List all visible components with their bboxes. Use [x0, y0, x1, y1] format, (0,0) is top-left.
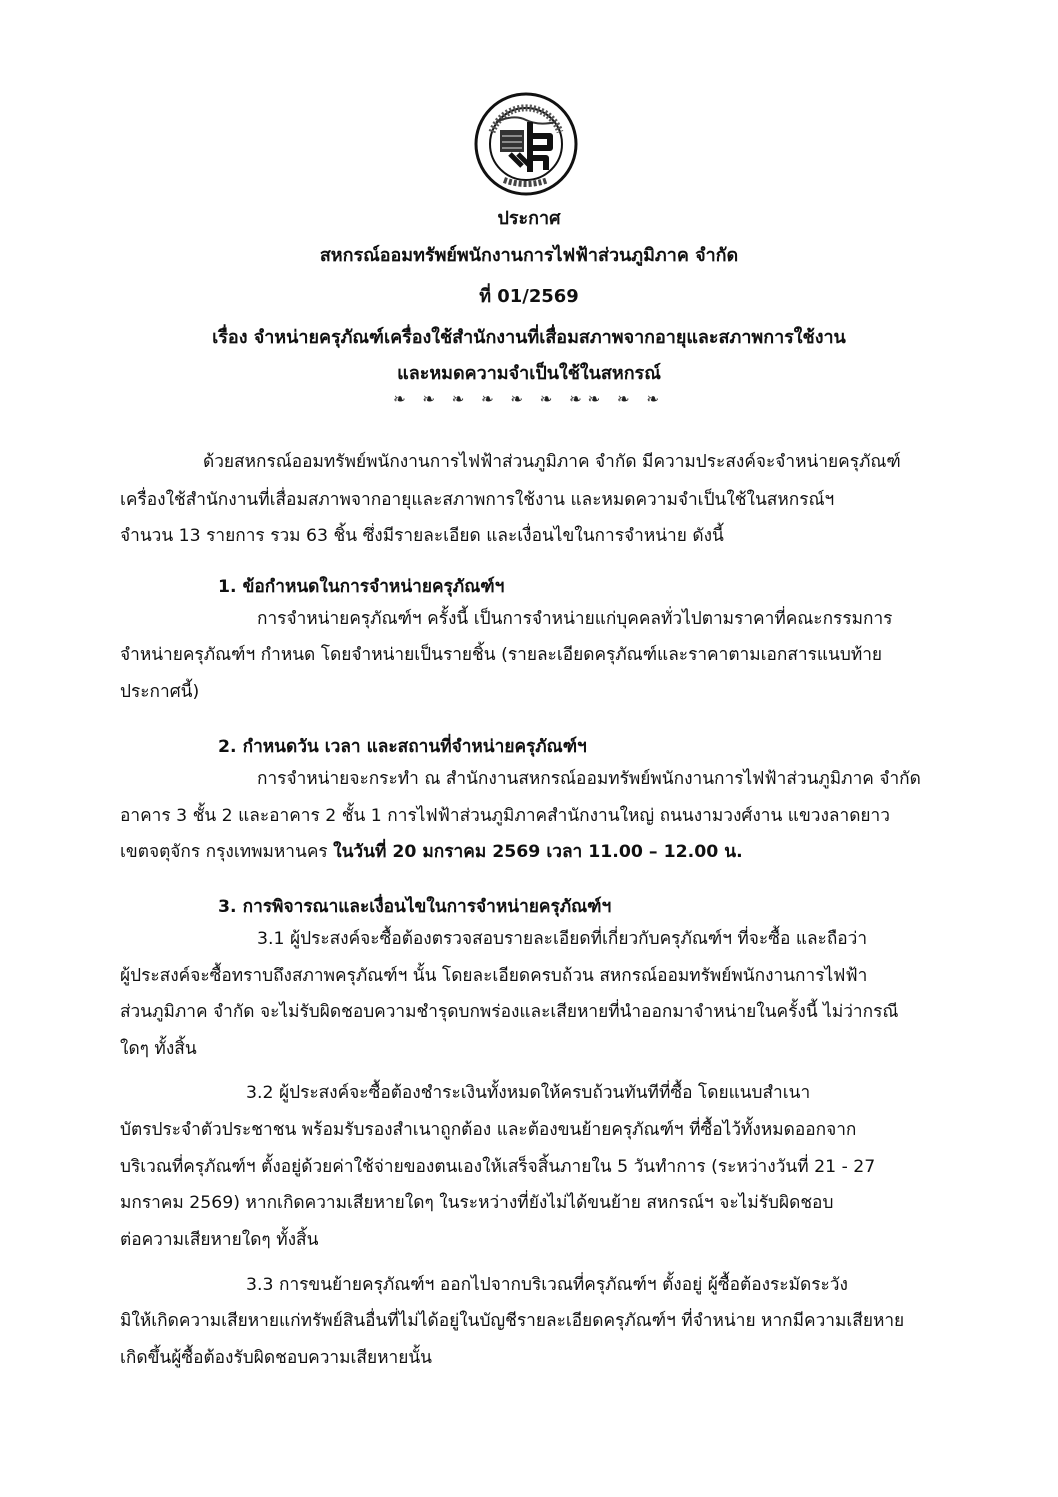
clause-3-2-line: ต่อความเสียหายใดๆ ทั้งสิ้น	[120, 1230, 319, 1250]
organization-name: สหกรณ์ออมทรัพย์พนักงานการไฟฟ้าส่วนภูมิภาค จำกัด	[319, 245, 739, 266]
intro-line: ด้วยสหกรณ์ออมทรัพย์พนักงานการไฟฟ้าส่วนภูมิภาค จำกัด มีความประสงค์จะจำหน่ายครุภัณฑ์	[203, 452, 901, 472]
section-1-line: การจำหน่ายครุภัณฑ์ฯ ครั้งนี้ เป็นการจำหน่ายแก่บุคคลทั่วไปตามราคาที่คณะกรรมการ	[257, 609, 893, 629]
section-2-line	[120, 842, 743, 863]
clause-3-2-line: บริเวณที่ครุภัณฑ์ฯ ตั้งอยู่ด้วยค่าใช้จ่ายของตนเองให้เสร็จสิ้นภายใน 5 วันทำการ (ระหว่างวันที่ 21 - 27	[120, 1157, 876, 1177]
clause-3-1-line: ใดๆ ทั้งสิ้น	[120, 1039, 197, 1059]
ornament-divider: ❧ ❧ ❧ ❧ ❧ ❧ ❧❧ ❧ ❧	[393, 390, 665, 408]
clause-3-2-line: บัตรประจำตัวประชาชน พร้อมรับรองสำเนาถูกต้อง และต้องขนย้ายครุภัณฑ์ฯ ที่ซื้อไว้ทั้งหมดออกจาก	[120, 1120, 857, 1140]
section-3-heading: 3. การพิจารณาและเงื่อนไขในการจำหน่ายครุภัณฑ์ฯ	[218, 897, 612, 917]
sale-date-time: ในวันที่ 20 มกราคม 2569 เวลา 11.00 – 12.00 น.	[333, 842, 743, 862]
location-text: เขตจตุจักร กรุงเทพมหานคร	[120, 842, 334, 862]
clause-3-1-line: ผู้ประสงค์จะซื้อทราบถึงสภาพครุภัณฑ์ฯ นั้น โดยละเอียดครบถ้วน สหกรณ์ออมทรัพย์พนักงานการไฟฟ้า	[120, 966, 868, 986]
section-2-heading: 2. กำหนดวัน เวลา และสถานที่จำหน่ายครุภัณฑ์ฯ	[218, 737, 587, 757]
section-1-heading: 1. ข้อกำหนดในการจำหน่ายครุภัณฑ์ฯ	[218, 577, 505, 597]
clause-3-3-line: เกิดขึ้นผู้ซื้อต้องรับผิดชอบความเสียหายนั้น	[120, 1348, 432, 1368]
clause-3-3-line: มิให้เกิดความเสียหายแก่ทรัพย์สินอื่นที่ไม่ได้อยู่ในบัญชีรายละเอียดครุภัณฑ์ฯ ที่จำหน่าย หากมีความเสียหาย	[120, 1311, 905, 1331]
cooperative-seal-logo	[474, 92, 578, 196]
intro-line: จำนวน 13 รายการ รวม 63 ชิ้น ซึ่งมีรายละเอียด และเงื่อนไขในการจำหน่าย ดังนี้	[120, 526, 724, 546]
clause-3-2-line: 3.2 ผู้ประสงค์จะซื้อต้องชำระเงินทั้งหมดให้ครบถ้วนทันทีที่ซื้อ โดยแนบสำเนา	[246, 1083, 811, 1103]
section-2-line: การจำหน่ายจะกระทำ ณ สำนักงานสหกรณ์ออมทรัพย์พนักงานการไฟฟ้าส่วนภูมิภาค จำกัด	[257, 769, 921, 789]
clause-3-1-line: ส่วนภูมิภาค จำกัด จะไม่รับผิดชอบความชำรุดบกพร่องและเสียหายที่นำออกมาจำหน่ายในครั้งนี้ ไม่ว่ากรณี	[120, 1002, 899, 1022]
announcement-number: ที่ 01/2569	[479, 286, 579, 307]
section-2-line: อาคาร 3 ชั้น 2 และอาคาร 2 ชั้น 1 การไฟฟ้าส่วนภูมิภาคสำนักงานใหญ่ ถนนงามวงศ์งาน แขวงลาดยาว	[120, 806, 890, 826]
clause-3-2-line: มกราคม 2569) หากเกิดความเสียหายใดๆ ในระหว่างที่ยังไม่ได้ขนย้าย สหกรณ์ฯ จะไม่รับผิดชอบ	[120, 1193, 834, 1213]
section-1-line: ประกาศนี้)	[120, 682, 200, 702]
intro-line: เครื่องใช้สำนักงานที่เสื่อมสภาพจากอายุและสภาพการใช้งาน และหมดความจำเป็นใช้ในสหกรณ์ฯ	[120, 490, 835, 510]
announcement-title: ประกาศ	[497, 208, 561, 229]
clause-3-1-line: 3.1 ผู้ประสงค์จะซื้อต้องตรวจสอบรายละเอียดที่เกี่ยวกับครุภัณฑ์ฯ ที่จะซื้อ และถือว่า	[257, 929, 868, 949]
section-1-line: จำหน่ายครุภัณฑ์ฯ กำหนด โดยจำหน่ายเป็นรายชิ้น (รายละเอียดครุภัณฑ์และราคาตามเอกสารแนบท้าย	[120, 645, 883, 665]
subject-line-2: และหมดความจำเป็นใช้ในสหกรณ์	[397, 363, 661, 384]
clause-3-3-line: 3.3 การขนย้ายครุภัณฑ์ฯ ออกไปจากบริเวณที่ครุภัณฑ์ฯ ตั้งอยู่ ผู้ซื้อต้องระมัดระวัง	[246, 1275, 848, 1295]
subject-line-1: เรื่อง จำหน่ายครุภัณฑ์เครื่องใช้สำนักงานที่เสื่อมสภาพจากอายุและสภาพการใช้งาน	[212, 327, 846, 348]
